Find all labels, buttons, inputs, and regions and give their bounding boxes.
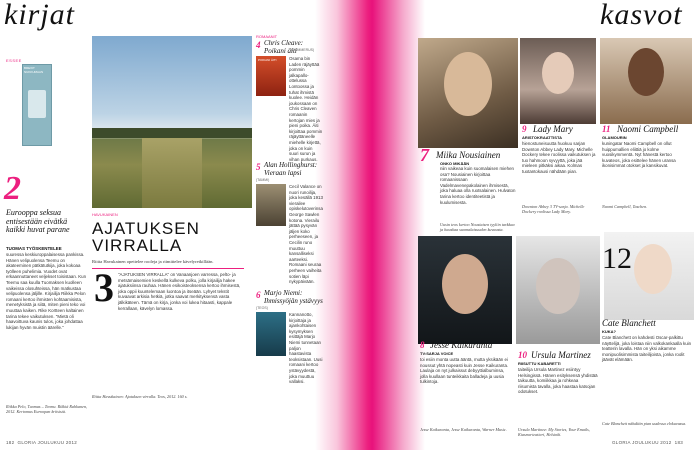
item-5-cover xyxy=(256,184,286,226)
item-4-number: 4 xyxy=(256,40,261,50)
item-10-role: RIISUTTU KABARETTI xyxy=(518,361,561,366)
item-12-name: Cate Blanchett xyxy=(602,318,656,328)
item-3-text: "AJATUKSEN VIRRALLA" on Vanaanjoen varressa, pelto- ja metsämaisemien keskellä kulkeva polku, jolla kirjailija hakee ajatuksiinsa rauhaa. Hänen esikoisteoksensa kertoo ihmisestä, joka oppii kuuntelemaan luontoa ja itseään. Lyhyet tekstit kuvaavat arkisia hetkiä, jotka saavat merkityksensä vasta jälkikäteen. Tämä on kirja, jonka voi lukea hitaasti, kappale kerrallaan, kävelyn lomassa. xyxy=(118,272,241,311)
item-6-number: 6 xyxy=(256,290,261,300)
item-3-deck: Riitta Havukainen opettelee rooleja ja riimittelee kävelyretkillään. xyxy=(92,259,214,264)
item-12-number: 12 xyxy=(602,242,632,275)
item-7-photo xyxy=(418,38,518,148)
item-9-face xyxy=(542,52,574,94)
item-4-publisher: (GUMMERUS) xyxy=(291,48,315,52)
item-8-number: 8 xyxy=(420,340,425,350)
left-page-number: 182 xyxy=(6,440,15,445)
item-7-role: ONKO MIKÄÄN xyxy=(440,161,470,166)
item-11-number: 11 xyxy=(602,124,611,134)
item-11-name: Naomi Campbell xyxy=(617,124,679,134)
item-10-caption: Ursula Martinez: My Stories, Your Emails, Kiasma-teatteri, Helsinki. xyxy=(518,427,590,437)
item-3-kicker: HAVUKAINEN xyxy=(92,212,118,217)
item-8-photo xyxy=(418,236,512,344)
item-9-photo xyxy=(520,38,596,124)
left-kicker: ESSEE xyxy=(6,58,22,63)
item-10-face xyxy=(536,258,580,314)
item-11-face xyxy=(628,48,664,96)
item-10-text: taiteilija Ursula Martinez esiintyy Helsingissä. Hänen esityksensä yhdistää taikuutta, komiikkaa ja rohkeaa riisumista tavalla, joka haastaa katsojan odotukset. xyxy=(518,367,598,395)
pink-gutter xyxy=(315,0,425,450)
item-4-title: Chris Cleave: Poikani äiti xyxy=(264,39,304,55)
landscape-photo xyxy=(92,36,252,208)
item-9-name: Lady Mary xyxy=(533,124,573,134)
item-8-face xyxy=(442,254,488,314)
item-3-title: AJATUKSEN VIRRALLA xyxy=(92,219,200,255)
item-7-face xyxy=(444,52,492,116)
item-10-name: Ursula Martinez xyxy=(531,350,591,360)
item-6-title: Marjo Niemi: Ihmissyöjän ystävyys xyxy=(264,289,323,305)
field-path xyxy=(142,138,202,208)
item-9-caption: Downton Abbey 3 TV-sarja. Michelle Dockery roolissa Lady Mary. xyxy=(522,204,585,214)
item-3-rule xyxy=(92,268,244,269)
item-5-publisher: (TAMMI) xyxy=(256,178,270,182)
item-10-photo xyxy=(516,236,600,344)
item-7-caption: Uusin teos kertoo Nousiaisen tyyliin tarkkaa ja hauskaa suomalaisuuden kuvausta. xyxy=(440,222,515,232)
item-8-name: Jesse Kaikuranta xyxy=(430,340,493,350)
item-11-caption: Naomi Campbell, Taschen. xyxy=(602,204,648,209)
item-7-name: Miika Nousiainen xyxy=(436,150,501,160)
book-cover xyxy=(22,64,52,146)
item-9-text: hienostuneisuutta huokuu sarjan Downton Abbey Lady Mary. Michelle Dockery tekee roolissa vaikutuksen ja tuo hahmoon syvyyttä, joka jää mieleen pitkäksi aikaa. Kolmas tuotantokausi nähdään pian. xyxy=(522,141,596,174)
item-2-text: suuressa keskiuroppalaisessa pankissa. Hänen velipuolensa Teemu on akateeminen pätkätutkija, joka kokoaa työlleen puhelimia. Vuodet ovat erkaannuttaneet veljekset toisistaan. Kun Teemu saa kuulla Tuomaksen kuolleen vaikeissa olosuhteissa, hän matkustaa velipuolensa jäljille. Kirjailija Riikka Pelon romaani kertoo ihmisten kohtaamisista, menetyksistä ja siitä, miten pieni teko voi muuttaa kaiken. Rike Kortteen kaltainen tarina tekee vaikutuksen. "Mietä oli haavoittuva kaunis tulos, joka johdattaa lukijan hyvän muistin äärelle." xyxy=(6,252,87,330)
item-4-text: Osama bin Laden räjäyttää pommin jalkapallo-ottelussa Lontoossa ja tuhat ihmistä kuolee. Heidän joukossaan on Chris Cleaven romaanin kertojan mies ja pieni poika. Äiti kirjoittaa pommin räjäyttäneelle miehelle kirjettä, joka on kuin suuri surun ja vihan purkaus. xyxy=(289,56,323,162)
item-8-caption: Jesse Kaikuranta, Jesse Kaikuranta, Warner Music. xyxy=(420,427,507,432)
item-8-role: TV:SARJA VOICE xyxy=(420,351,454,356)
item-7-text: niin vaikeaa kuin suomalaisen miehen osa? Nousiainen kirjoittaa romaanissaan Vadelmavenepakolainen ihmisestä, joka haluaa olla ruotsalainen. Hulvaton tarina kertoo identiteetistä ja kuulumisesta. xyxy=(440,166,516,205)
item-8-text: toi esiin monta uutta ääntä, mutta yksikään ei noussut yhtä nopeasti kuin Jesse Kaikuranta. Laulaja on nyt julkaissut debyyttialbuminsa, jolla kuullaan tunteikkaita balladeja ja uusia tulkintoja. xyxy=(420,357,509,385)
book-cover-title: BREXIT NUKKUMAAN xyxy=(24,66,44,74)
item-11-photo xyxy=(600,38,692,124)
book-cover-art xyxy=(28,90,46,118)
item-10-number: 10 xyxy=(518,350,527,360)
right-footer-text: GLORIA JOULUKUU 2012 xyxy=(612,440,672,445)
left-footer-text: GLORIA JOULUKUU 2012 xyxy=(17,440,78,445)
item-11-role: GLAMOURIN xyxy=(602,135,627,140)
item-2-title: Eurooppa seksua entisestään eivätkä kaikki huvat parane xyxy=(6,208,70,234)
item-9-role: ARISTOKRAATTISTA xyxy=(522,135,562,140)
item-7-number: 7 xyxy=(420,145,429,165)
item-2-number: 2 xyxy=(4,170,21,207)
middle-kicker: ROMAANIT xyxy=(256,34,278,39)
left-footer xyxy=(6,440,77,445)
right-footer xyxy=(612,440,683,445)
right-page-number: 183 xyxy=(674,440,684,445)
item-9-number: 9 xyxy=(522,124,527,134)
item-4-cover xyxy=(256,56,286,96)
item-6-text: Kannanotto, kirjoittaja ja ajankohtaisen kysymyksen esittäjä Marjo Niemi tunnetaan paljon haastavista teoksistaan. Uusi romaani kertoo ystävyydestä, joka muuttuu vallaksi. xyxy=(289,312,323,385)
treeline xyxy=(92,128,252,138)
item-6-publisher: (TEOS) xyxy=(256,306,268,310)
item-12-text: Cate Blanchett on kahdesti Oscar-palkittu näyttelijä, joka loistaa niin valkokankaalla kuin teatterin lavalla. Hän on yksi aikamme monipuolisimmista taiteilijoista, jonka roolit jäävät elämään. xyxy=(602,335,692,363)
item-4-cover-title: POIKANI ÄITI xyxy=(258,58,277,62)
item-12-role: KUKA? xyxy=(602,329,616,334)
item-5-title: Alan Hollinghurst: Vieraan lapsi xyxy=(264,161,318,177)
item-6-cover xyxy=(256,312,286,356)
item-11-text: kuningatar Naomi Campbell on ollut huippumallien eliittiä jo kolme vuosikymmentä. Nyt hänestä kertoo kuvateos, joka esittelee hänen uransa ikonisimmat otokset ja kansikuvat. xyxy=(602,141,676,169)
item-3-caption: Riitta Havukainen: Ajatuksen virralla. Teos, 2012. 160 s. xyxy=(92,394,188,399)
section-title-kasvot: kasvot xyxy=(600,0,683,31)
item-5-text: Cecil Valance on nuori runoilija, joka kesällä 1913 vierailee opiskelutoverinsa George Sawlen kotona. Vierailu jättää pysyvän jäljen koko perheeseen, ja Cecilin runo muuttuu kansalliseksi aarteeksi. Romaani seuraa perheen vaiheita sotien läpi nykypäivään. xyxy=(289,184,323,285)
item-12-face xyxy=(634,244,672,294)
item-5-number: 5 xyxy=(256,162,261,172)
item-12-caption: Cate Blanchett nähdään pian uudessa elokuvassa. xyxy=(602,421,687,426)
item-2-author: TUOMAS TYÖSKENTELEE xyxy=(6,246,62,251)
item-2-caption: Riikka Pelo, Tuomas – Teemu. Rikkiä Rahkanen, 2012. Kertomus Euroopan kriisistä. xyxy=(6,404,88,415)
item-3-number: 3 xyxy=(94,265,114,310)
section-title-kirjat: kirjat xyxy=(4,0,75,31)
